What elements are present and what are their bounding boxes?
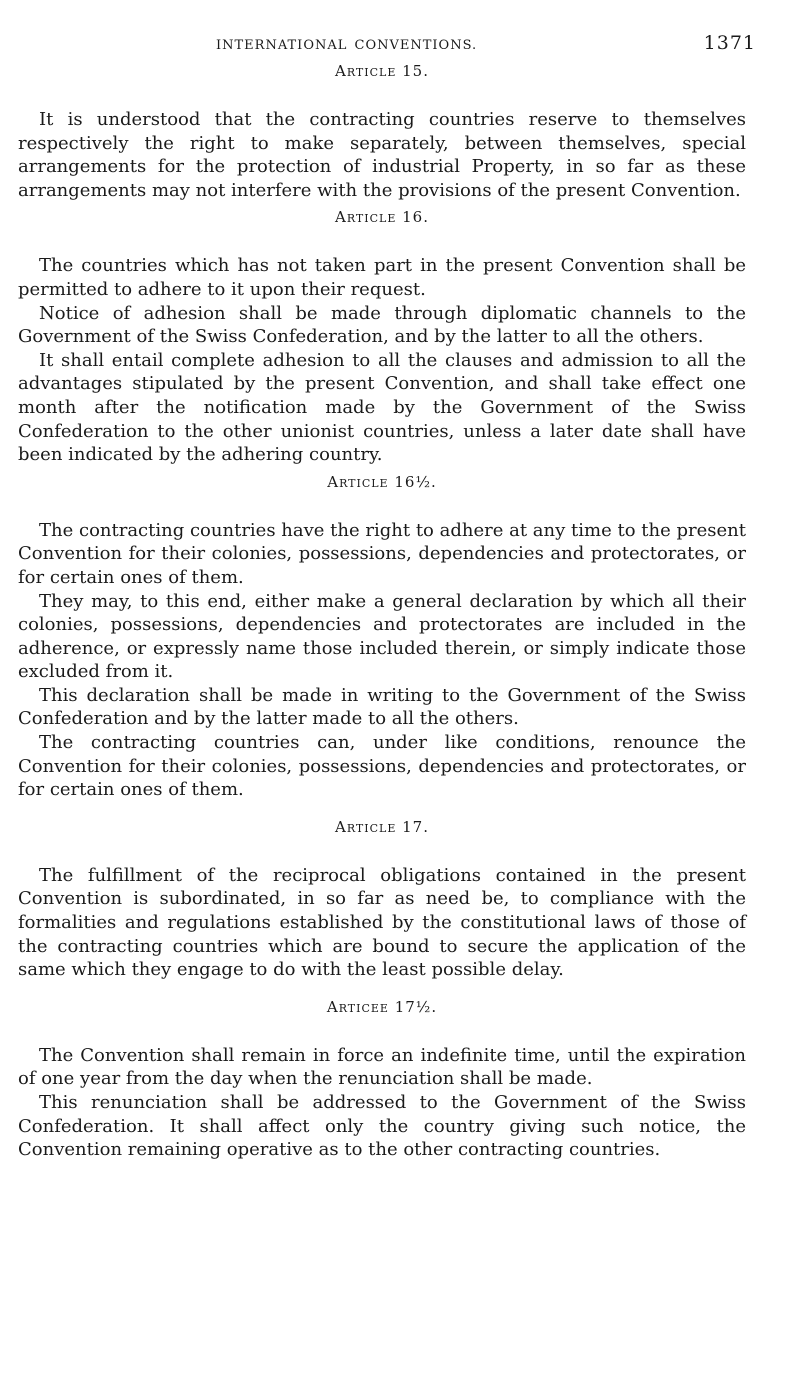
paragraph: The contracting countries can, under like conditions, renounce the Convention for their colonies, possessions, dependencies and protectorates, or for certain ones of them. <box>18 732 746 801</box>
article-17 <box>18 818 746 982</box>
paragraph: The Convention shall remain in force an indefinite time, until the expiration of one year from the day when the renunciation shall be made. <box>18 1044 746 1090</box>
article-heading: Articee 17½. <box>326 997 438 1016</box>
article-16 <box>18 208 746 466</box>
running-header <box>18 28 756 62</box>
paragraph: The countries which has not taken part in the present Convention shall be permitted to adhere to it upon their request. <box>18 255 746 300</box>
article-heading: Article 17. <box>335 817 429 836</box>
article-heading: Article 15. <box>335 62 429 80</box>
paragraph: This renunciation shall be addressed to the Government of the Swiss Confederation. It shall affect only the country giving such notice, the Convention remaining operative as to the other contracting countries. <box>18 1092 746 1161</box>
article-heading: Article 16½. <box>327 472 437 491</box>
paragraph: It shall entail complete adhesion to all the clauses and admission to all the advantages stipulated by the present Convention, and shall take effect one month after the notification made by the Government of the Swiss Confederation to the other unionist countries, unless a later date shall have been indicated by the adhering country. <box>18 349 746 466</box>
paragraph: Notice of adhesion shall be made through diplomatic channels to the Government of the Swiss Confederation, and by the latter to all the others. <box>18 302 746 348</box>
paragraph: This declaration shall be made in writing to the Government of the Swiss Confederation and by the latter made to all the others. <box>18 684 746 730</box>
paragraph: It is understood that the contracting countries reserve to themselves respectively the right to make separately, between themselves, special arrangements for the protection of industrial Property, in so far as these arrangements may not interfere with the provisions of the present Convention. <box>18 109 746 201</box>
article-15 <box>18 62 746 202</box>
paragraph: They may, to this end, either make a general declaration by which all their colonies, possessions, dependencies and protectorates are included in the adherence, or expressly name those included therein, or simply indicate those excluded from it. <box>18 590 746 683</box>
article-17-half <box>18 998 746 1162</box>
article-heading: Article 16. <box>335 208 429 227</box>
page-number: 1371 <box>703 32 756 54</box>
article-16-half <box>18 473 746 802</box>
paragraph: The fulfillment of the reciprocal obligations contained in the present Convention is subordinated, in so far as need be, to compliance with the formalities and regulations established by the constitutional laws of those of the contracting countries which are bound to secure the application of the same which they engage to do with the least possible delay. <box>18 864 746 981</box>
running-title: INTERNATIONAL CONVENTIONS. <box>216 38 478 53</box>
paragraph: The contracting countries have the right to adhere at any time to the present Convention for their colonies, possessions, dependencies and protectorates, or for certain ones of them. <box>18 519 746 588</box>
